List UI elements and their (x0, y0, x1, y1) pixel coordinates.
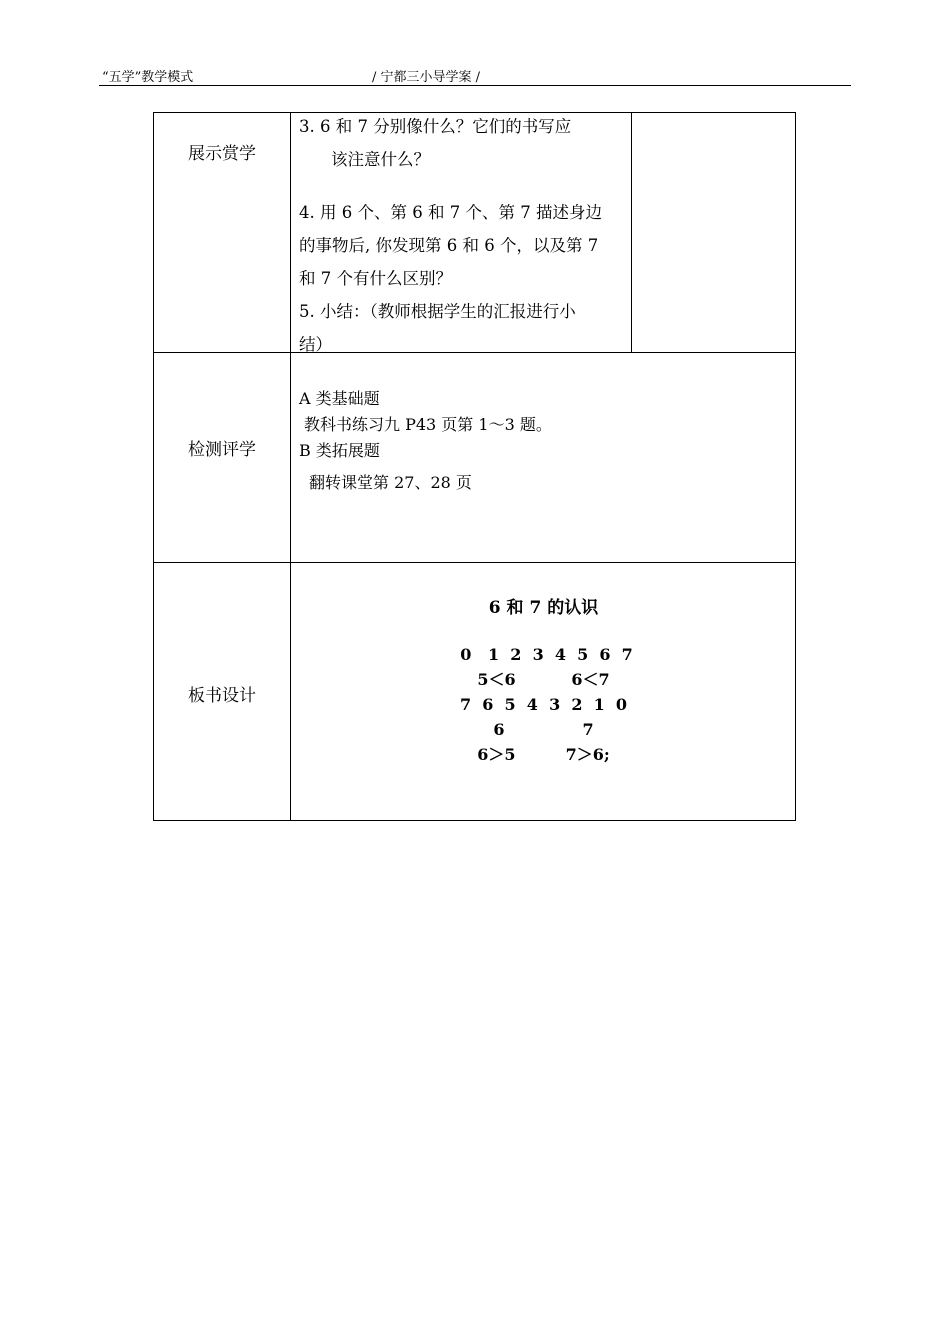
test-line-1: A 类基础题 (299, 389, 380, 408)
board-title: 6 和 7 的认识 (488, 598, 599, 618)
board-row (153, 563, 796, 821)
header-right: / 宁都三小导学案 / (372, 70, 481, 85)
board-line-4: 6 7 (493, 720, 594, 739)
display-line-1: 3. 6 和 7 分别像什么？它们的书写应 (299, 117, 572, 136)
column-divider (290, 113, 291, 352)
display-row (153, 112, 796, 353)
display-line-3: 4. 用 6 个、第 6 和 7 个、第 7 描述身边 (299, 203, 602, 222)
header-rule (99, 85, 851, 86)
test-line-4: 翻转课堂第 27、28 页 (309, 473, 472, 492)
test-content (299, 386, 789, 496)
board-label: 板书设计 (188, 686, 256, 706)
board-line-5: 6＞5 7＞6; (477, 745, 610, 764)
board-line-2: 5＜6 6＜7 (477, 670, 610, 689)
board-line-3: 7 6 5 4 3 2 1 0 (459, 695, 628, 714)
test-line-3: B 类拓展题 (299, 441, 380, 460)
header-left: “五学”教学模式 (102, 70, 194, 85)
board-content (291, 596, 796, 767)
display-line-2: 该注意什么？ (331, 150, 430, 169)
test-label: 检测评学 (188, 440, 256, 460)
display-line-4: 的事物后, 你发现第 6 和 6 个，以及第 7 (299, 236, 599, 255)
test-line-2: 教科书练习九 P43 页第 1～3 题。 (304, 415, 552, 434)
test-row (153, 353, 796, 563)
display-line-7: 结） (299, 335, 332, 354)
display-line-5: 和 7 个有什么区别？ (299, 269, 452, 288)
display-content (299, 110, 629, 361)
display-label: 展示赏学 (188, 144, 256, 164)
column-divider-right (631, 113, 632, 352)
column-divider (290, 353, 291, 562)
display-line-6: 5. 小结：（教师根据学生的汇报进行小 (299, 302, 576, 321)
board-line-1: 0 1 2 3 4 5 6 7 (460, 645, 633, 664)
